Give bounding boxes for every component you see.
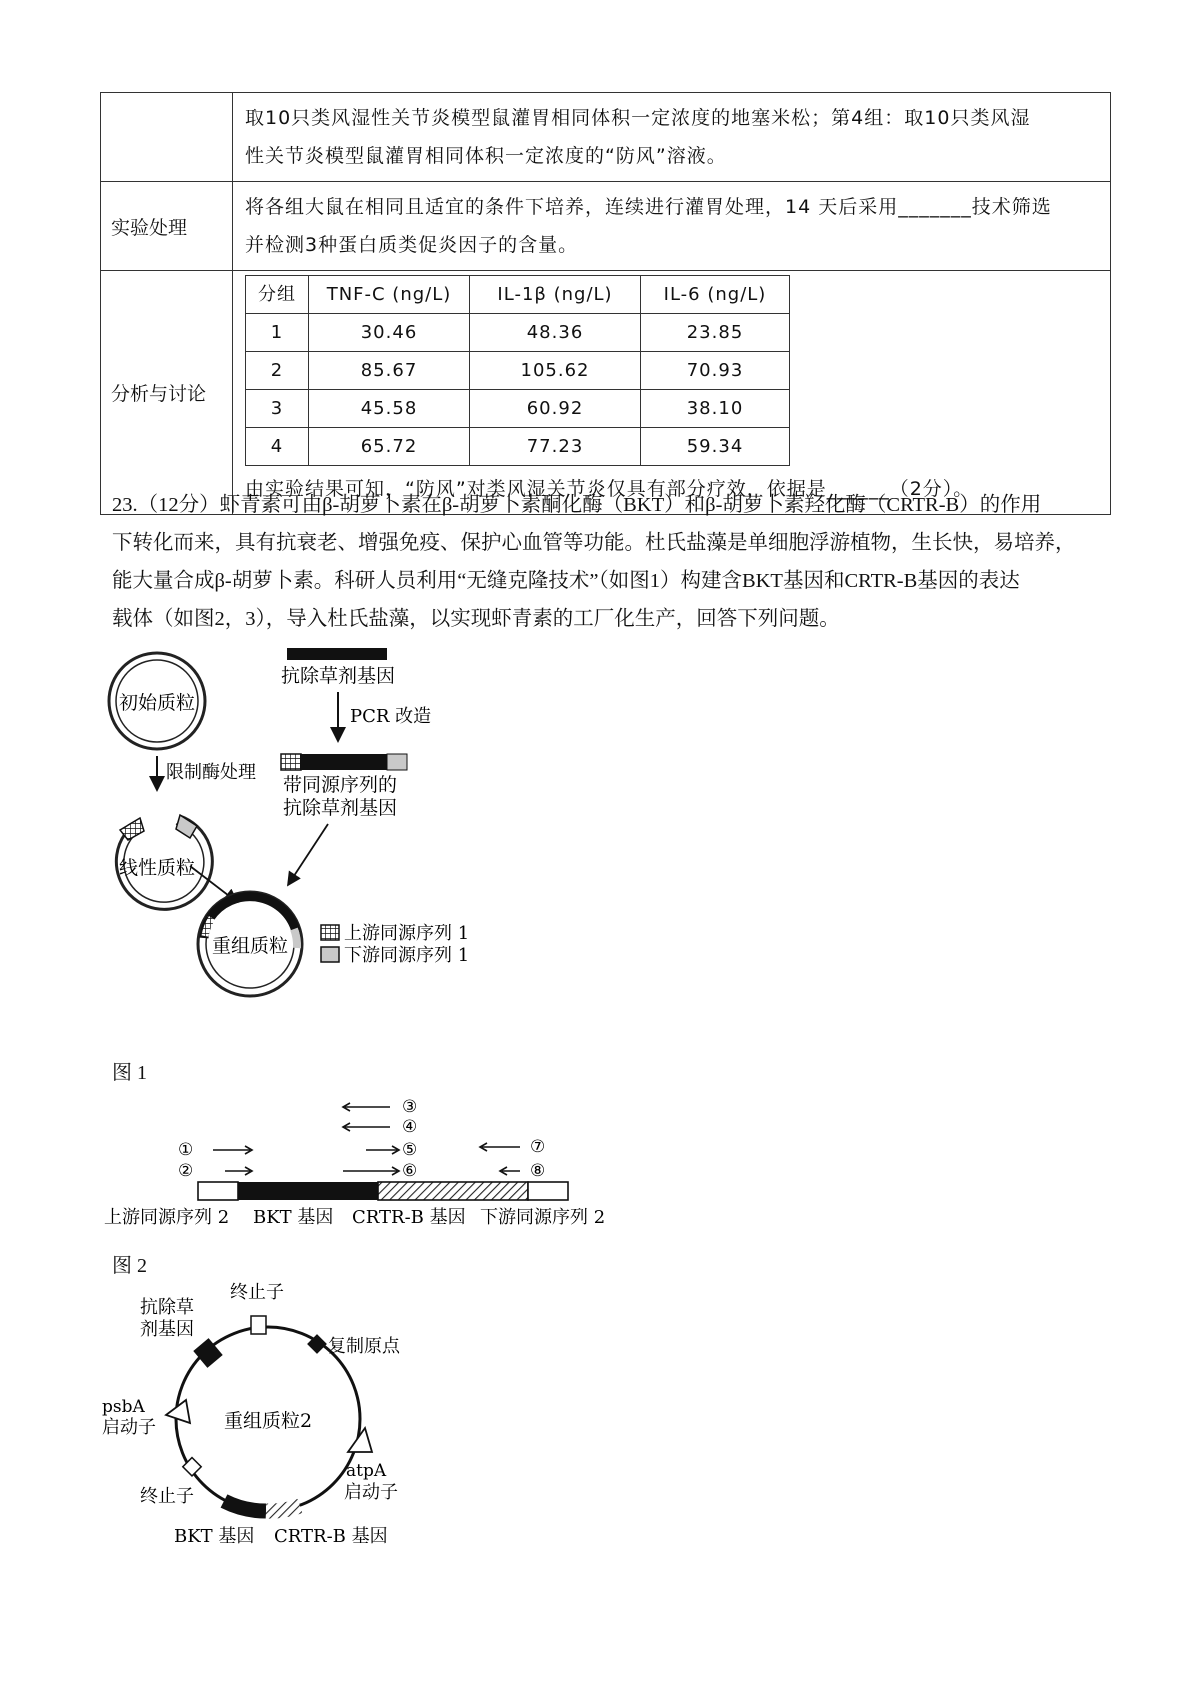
row-label: 分析与讨论 <box>101 271 233 515</box>
row-label: 实验处理 <box>101 182 233 271</box>
initial-plasmid <box>109 653 205 749</box>
row-content <box>233 182 1111 271</box>
downstream-homolog-arc <box>294 929 297 948</box>
crtr-block <box>266 1506 300 1511</box>
cell: 48.36 <box>470 314 641 352</box>
question-line: 23.（12分）虾青素可由β-胡萝卜素在β-胡萝卜素酮化酶（BKT）和β-胡萝卜素羟化酶（CRTR-B）的作用 <box>112 494 1042 516</box>
herbicide-gene-label: 抗除草剂基因 <box>280 665 396 687</box>
data-table-row <box>246 352 790 390</box>
figure-1 <box>100 648 540 1038</box>
cell: 70.93 <box>641 352 790 390</box>
header-cell: IL-6 (ng/L) <box>641 276 790 314</box>
terminator-top-label: 终止子 <box>230 1282 284 1303</box>
legend-up-label: 上游同源序列 1 <box>344 923 470 944</box>
table-row <box>101 93 1111 182</box>
psba-label: psbA <box>102 1397 145 1417</box>
primer-label: ④ <box>402 1117 418 1137</box>
text-line: 取10只类风湿性关节炎模型鼠灌胃相同体积一定浓度的地塞米松；第4组：取10只类风湿 <box>245 107 1031 129</box>
primer-label: ① <box>178 1140 194 1160</box>
data-table-row <box>246 428 790 466</box>
row-content <box>233 271 1111 515</box>
origin-label: 复制原点 <box>328 1336 400 1357</box>
figure-2-caption: 图 2 <box>112 1255 147 1277</box>
atpa-label: atpA <box>346 1461 387 1481</box>
question-line: 能大量合成β-胡萝卜素。科研人员利用“无缝克隆技术”（如图1）构建含BKT基因和CRTR-B基因的表达 <box>112 570 1020 592</box>
linear-plasmid <box>116 815 212 909</box>
bkt-label: BKT 基因 <box>174 1526 255 1547</box>
primer-label: ⑤ <box>402 1140 418 1160</box>
legend-swatch-up <box>321 925 339 940</box>
herbicide-gene-bar <box>287 648 387 660</box>
cell: 38.10 <box>641 390 790 428</box>
legend-swatch-down <box>321 947 339 962</box>
bkt-block <box>224 1501 266 1511</box>
cell: 77.23 <box>470 428 641 466</box>
figure-1-caption: 图 1 <box>112 1062 147 1084</box>
header-cell: 分组 <box>246 276 309 314</box>
question-23 <box>112 486 1112 638</box>
cell: 1 <box>246 314 309 352</box>
primer-arrows <box>213 1103 520 1175</box>
primer-label: ⑥ <box>402 1161 418 1181</box>
data-table-header <box>246 276 790 314</box>
crtr-label: CRTR-B 基因 <box>352 1207 466 1228</box>
data-table-row <box>246 314 790 352</box>
arrow <box>288 824 328 885</box>
data-table <box>245 275 790 466</box>
herbicide-label: 剂基因 <box>140 1319 194 1340</box>
pcr-label: PCR 改造 <box>350 706 432 727</box>
psba-label: 启动子 <box>102 1417 156 1438</box>
cell: 60.92 <box>470 390 641 428</box>
question-line: 下转化而来，具有抗衰老、增强免疫、保护心血管等功能。杜氏盐藻是单细胞浮游植物，生长快，易培养， <box>112 532 1076 554</box>
header-cell: IL-1β (ng/L) <box>470 276 641 314</box>
homologous-herbicide-gene <box>281 754 407 770</box>
bkt-label: BKT 基因 <box>253 1207 334 1228</box>
herbicide-label: 抗除草 <box>140 1297 194 1318</box>
restriction-label: 限制酶处理 <box>166 762 256 783</box>
text-line: 性关节炎模型鼠灌胃相同体积一定浓度的“防风”溶液。 <box>245 145 727 167</box>
recombinant-label: 重组质粒 <box>211 935 289 957</box>
crtr-label: CRTR-B 基因 <box>274 1526 388 1547</box>
homologous-gene-label: 带同源序列的 <box>282 774 398 796</box>
text-line: 将各组大鼠在相同且适宜的条件下培养，连续进行灌胃处理，14 天后采用_______技术筛选 <box>245 196 1052 218</box>
gene-construct-bar <box>198 1182 568 1200</box>
row-label <box>101 93 233 182</box>
table-row <box>101 182 1111 271</box>
cell: 3 <box>246 390 309 428</box>
header-cell: TNF-C (ng/L) <box>309 276 470 314</box>
legend-down-label: 下游同源序列 1 <box>344 945 470 966</box>
figure-2 <box>100 1090 680 1230</box>
cell: 23.85 <box>641 314 790 352</box>
atpa-label: 启动子 <box>344 1482 398 1503</box>
cell: 30.46 <box>309 314 470 352</box>
recombinant-plasmid <box>198 892 302 996</box>
primer-label: ② <box>178 1161 194 1181</box>
terminator-bottom-label: 终止子 <box>140 1486 194 1507</box>
cell: 85.67 <box>309 352 470 390</box>
primer-label: ⑧ <box>530 1161 546 1181</box>
terminator-top <box>251 1316 266 1334</box>
row-content <box>233 93 1111 182</box>
linear-plasmid-label: 线性质粒 <box>118 857 196 879</box>
cell: 45.58 <box>309 390 470 428</box>
cell: 2 <box>246 352 309 390</box>
cell: 105.62 <box>470 352 641 390</box>
cell: 59.34 <box>641 428 790 466</box>
primer-label: ⑦ <box>530 1137 546 1157</box>
question-line: 载体（如图2，3），导入杜氏盐藻，以实现虾青素的工厂化生产，回答下列问题。 <box>112 608 840 630</box>
inserted-gene-arc <box>210 897 296 931</box>
figure-3 <box>100 1280 430 1550</box>
downstream-label: 下游同源序列 2 <box>480 1207 606 1228</box>
text-line: 并检测3种蛋白质类促炎因子的含量。 <box>245 234 579 256</box>
experiment-table <box>100 92 1111 515</box>
initial-plasmid-label: 初始质粒 <box>118 692 196 714</box>
data-table-row <box>246 390 790 428</box>
plasmid-center-label: 重组质粒2 <box>223 1410 313 1432</box>
cell: 4 <box>246 428 309 466</box>
conclusion-text: 由实验结果可知，“防风”对类风湿关节炎仅具有部分疗效，依据是______（2分）。 <box>245 478 974 500</box>
table-row <box>101 271 1111 515</box>
primer-label: ③ <box>402 1097 418 1117</box>
homologous-gene-label: 抗除草剂基因 <box>282 797 398 819</box>
upstream-label: 上游同源序列 2 <box>104 1207 230 1228</box>
cell: 65.72 <box>309 428 470 466</box>
